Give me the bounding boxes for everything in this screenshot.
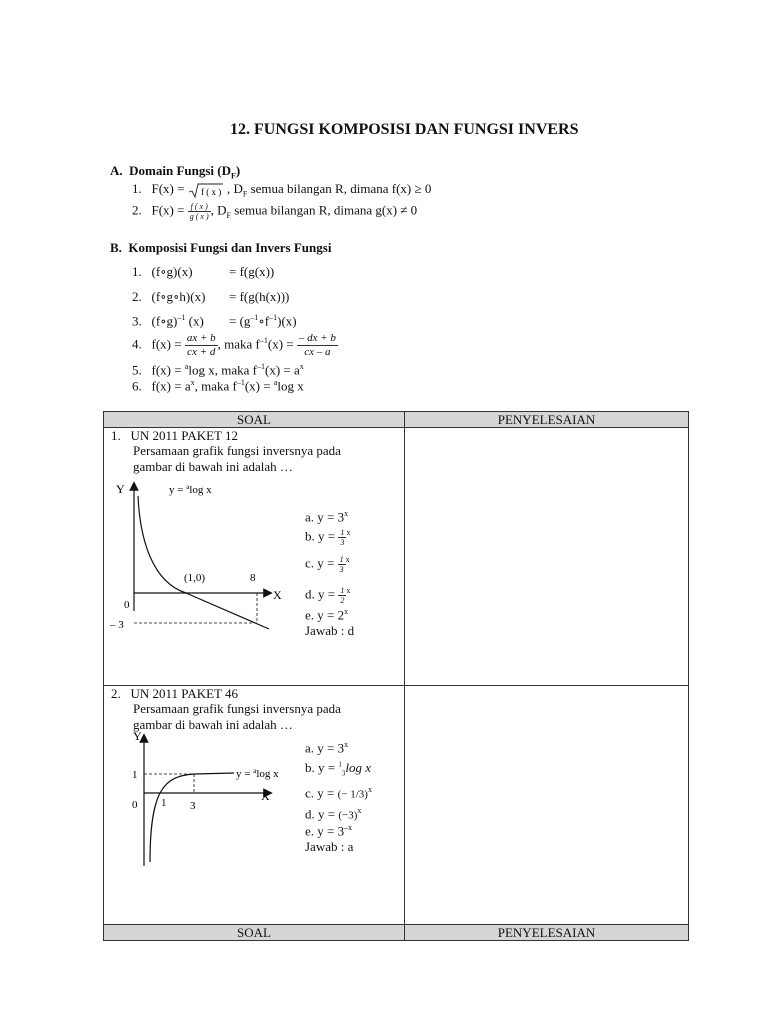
inverse-rule-6: 6. $f(x) = a^x$, maka $f^{-1}(x) = ^a\log$ x [132,378,304,394]
option-b: b. y = $^1_3$log x [305,760,371,778]
composition-rule-3-rhs: = $(g^{-1}\circ f^{-1})(x)$ [229,313,297,329]
section-a-heading: A. Domain Fungsi $(D_F)$ [110,163,241,181]
problem-2-question-line-1: Persamaan grafik fungsi inversnya pada [133,701,341,716]
composition-rule-2-rhs: = f(g(h(x))) [229,289,290,304]
problem-1-question-line-2: gambar di bawah ini adalah … [133,459,293,474]
problem-1-header: 1. UN 2011 PAKET 12 [111,428,239,443]
option-a: a. $y = 3^x$ [305,740,349,756]
option-c: c. y = $\frac{1}{3}$ $^x$ [305,555,350,574]
fraction: $\frac{1}{3}$ [339,555,344,574]
answer: Jawab : a [305,839,354,854]
x-axis-label: X [273,588,282,602]
x-tick-label-1: 1 [161,797,167,809]
option-b: b. y = $\frac{1}{3}$ $^x$ [305,528,351,547]
column-header-penyelesaian: PENYELESAIAN [405,412,689,428]
fraction: $\frac{ax + b}{cx + d}$ [186,332,216,358]
option-d: d. $y = (-3)^x$ [305,806,362,822]
y-tick-label: – 3 [110,619,124,631]
sqrt-symbol [188,183,224,199]
problem-1-cell [104,428,405,686]
composition-rule-1-rhs: = f(g(x)) [229,264,275,279]
sqrt-arg: f ( x ) [200,186,221,197]
x-axis-label: X [261,789,270,803]
fraction: $\frac{f ( x )}{g ( x )}$ [189,202,209,221]
answer: Jawab : d [305,623,355,638]
option-e: e. $y = 3^{-x}$ [305,823,353,839]
problem-2-question-line-2: gambar di bawah ini adalah … [133,717,293,732]
option-a: a. $y = 3^x$ [305,509,349,525]
column-header-soal-bottom: SOAL [104,925,405,941]
log-curve [138,496,269,629]
fraction: $\frac{1}{3}$ [340,528,345,547]
problem-2-graph [124,730,304,870]
problem-1-graph [110,482,299,634]
page-title: 12. FUNGSI KOMPOSISI DAN FUNGSI INVERS [230,121,579,138]
domain-rule-2: 2. F(x) = $\frac{f ( x )}{g ( x )}$ , $D_F$ semua bilangan R, dimana g(x) ≠ 0 [132,202,418,221]
column-header-soal: SOAL [104,412,405,428]
column-header-penyelesaian-bottom: PENYELESAIAN [405,925,689,941]
option-e: e. $y = 2^x$ [305,607,349,623]
inverse-rule-5: 5. f(x) = $^a$log x, maka $f^{-1}(x) = a^x$ [132,362,304,378]
domain-rule-1: 1. F(x) = f ( x ) , $D_F$ semua bilangan R, dimana f(x) ≥ 0 [132,181,432,199]
curve-label: y = $^a$log x [169,483,212,496]
problem-2-cell [104,686,405,925]
solution-1-cell [405,428,689,686]
problem-table [103,411,689,941]
exp-curve [150,773,234,862]
x-tick-label-3: 3 [190,800,196,812]
x-tick-label: 8 [250,572,256,584]
fraction: $\frac{1}{2}$ [340,586,345,605]
composition-rule-2: 2. (f∘g∘h)(x) [132,289,206,304]
option-d: d. y = $\frac{1}{2}$ $^x$ [305,586,351,605]
problem-1-question-line-1: Persamaan grafik fungsi inversnya pada [133,443,341,458]
section-b-heading: B. Komposisi Fungsi dan Invers Fungsi [110,240,332,255]
composition-rule-1: 1. (f∘g)(x) [132,264,193,279]
y-tick-label: 1 [132,769,138,781]
origin-label: 0 [124,599,130,611]
point-label: (1,0) [184,572,206,584]
y-axis-label: Y [133,729,142,743]
fraction: $\frac{- dx + b}{cx - a}$ [298,332,336,358]
inverse-rule-4: 4. f(x) = $\frac{ax + b}{cx + d}$ , maka $f^{-1}(x)$ = $\frac{- dx + b}{cx - a}$ [132,332,336,358]
problem-2-header: 2. UN 2011 PAKET 46 [111,686,239,701]
curve-label: y = $^a$log x [236,767,279,780]
origin-label: 0 [132,799,138,811]
solution-2-cell [405,686,689,925]
y-axis-label: Y [116,482,125,496]
composition-rule-3: 3. (f∘g)$^{-1}$ (x) [132,313,204,329]
option-c: c. y = (− 1/3)$^x$ [305,785,372,801]
